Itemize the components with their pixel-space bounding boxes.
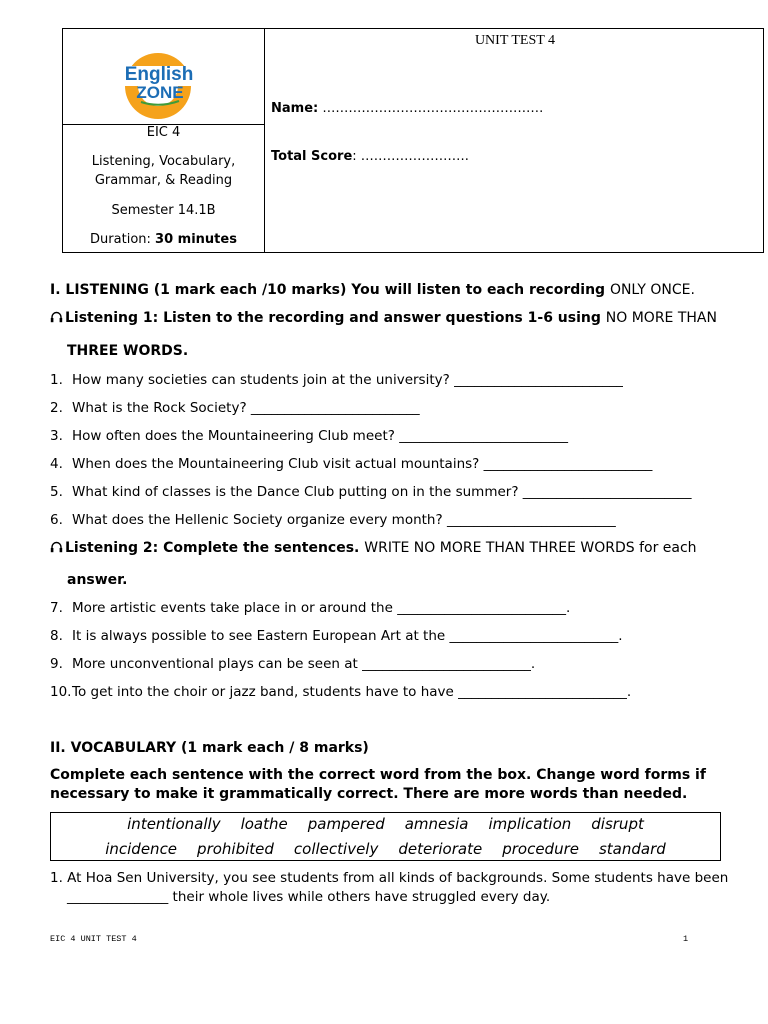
logo-text-english: English bbox=[124, 64, 194, 85]
duration-label: Duration: bbox=[90, 232, 151, 247]
page-number: 1 bbox=[683, 934, 689, 944]
word-item: pampered bbox=[307, 815, 385, 833]
skills-line-1: Listening, Vocabulary, bbox=[91, 154, 236, 169]
name-field[interactable] bbox=[271, 101, 543, 116]
headphones-icon bbox=[50, 541, 63, 553]
question-1: 1. How many societies can students join at the university? _________________________ bbox=[50, 372, 623, 388]
word-item: amnesia bbox=[404, 815, 469, 833]
word-item: implication bbox=[488, 815, 572, 833]
listening-1-instruction: Listening 1: Listen to the recording and answer questions 1-6 using NO MORE THAN bbox=[50, 310, 717, 326]
skills-line-2: Grammar, & Reading bbox=[94, 173, 233, 188]
vocab-question-1-line1: 1. At Hoa Sen University, you see students from all kinds of backgrounds. Some students have been bbox=[50, 870, 729, 886]
word-box bbox=[50, 812, 721, 861]
header-table bbox=[62, 28, 764, 253]
headphones-icon bbox=[50, 311, 63, 323]
word-item: procedure bbox=[502, 840, 579, 858]
table-divider-vertical bbox=[264, 29, 265, 252]
question-9: 9. More unconventional plays can be seen at _________________________. bbox=[50, 656, 536, 672]
word-item: intentionally bbox=[127, 815, 221, 833]
listening-1-instruction-line2: THREE WORDS. bbox=[67, 343, 189, 359]
duration bbox=[63, 232, 264, 247]
listening-2-instruction: Listening 2: Complete the sentences. WRITE NO MORE THAN THREE WORDS for each bbox=[50, 540, 697, 556]
word-row-1 bbox=[51, 815, 720, 833]
vocab-question-1-line2: _______________ their whole lives while others have struggled every day. bbox=[67, 889, 551, 905]
word-item: standard bbox=[598, 840, 666, 858]
question-10: 10.To get into the choir or jazz band, students have to have _________________________. bbox=[50, 684, 632, 700]
question-7: 7. More artistic events take place in or around the _________________________. bbox=[50, 600, 571, 616]
total-score-field[interactable] bbox=[271, 149, 469, 164]
question-6: 6. What does the Hellenic Society organize every month? _________________________ bbox=[50, 512, 616, 528]
duration-value: 30 minutes bbox=[155, 232, 237, 247]
score-label: Total Score bbox=[271, 149, 353, 164]
listening-heading: I. LISTENING (1 mark each /10 marks) You will listen to each recording ONLY ONCE. bbox=[50, 282, 695, 298]
course-code: EIC 4 bbox=[146, 125, 181, 140]
name-dots: …………………………………………… bbox=[322, 101, 544, 116]
word-item: incidence bbox=[105, 840, 178, 858]
question-8: 8. It is always possible to see Eastern European Art at the _________________________. bbox=[50, 628, 623, 644]
semester: Semester 14.1B bbox=[111, 203, 216, 218]
word-item: deteriorate bbox=[398, 840, 483, 858]
question-5: 5. What kind of classes is the Dance Club putting on in the summer? _________________________ bbox=[50, 484, 692, 500]
question-2: 2. What is the Rock Society? _________________________ bbox=[50, 400, 420, 416]
english-zone-logo bbox=[119, 46, 203, 120]
score-dots: : ……………………. bbox=[352, 149, 469, 164]
vocabulary-instructions-line1: Complete each sentence with the correct word from the box. Change word forms if bbox=[50, 767, 706, 783]
word-item: prohibited bbox=[197, 840, 274, 858]
question-3: 3. How often does the Mountaineering Club meet? _________________________ bbox=[50, 428, 568, 444]
word-row-2 bbox=[51, 840, 720, 858]
test-title: UNIT TEST 4 bbox=[474, 33, 556, 48]
footer-title: EIC 4 UNIT TEST 4 bbox=[50, 934, 137, 944]
question-4: 4. When does the Mountaineering Club visit actual mountains? _________________________ bbox=[50, 456, 653, 472]
listening-2-instruction-line2: answer. bbox=[67, 572, 128, 588]
word-item: collectively bbox=[293, 840, 379, 858]
vocabulary-heading: II. VOCABULARY (1 mark each / 8 marks) bbox=[50, 740, 369, 756]
name-label: Name: bbox=[271, 101, 319, 116]
word-item: loathe bbox=[240, 815, 288, 833]
logo-text-zone: ZONE bbox=[136, 83, 184, 102]
vocabulary-instructions-line2: necessary to make it grammatically correct. There are more words than needed. bbox=[50, 786, 688, 802]
word-item: disrupt bbox=[591, 815, 644, 833]
